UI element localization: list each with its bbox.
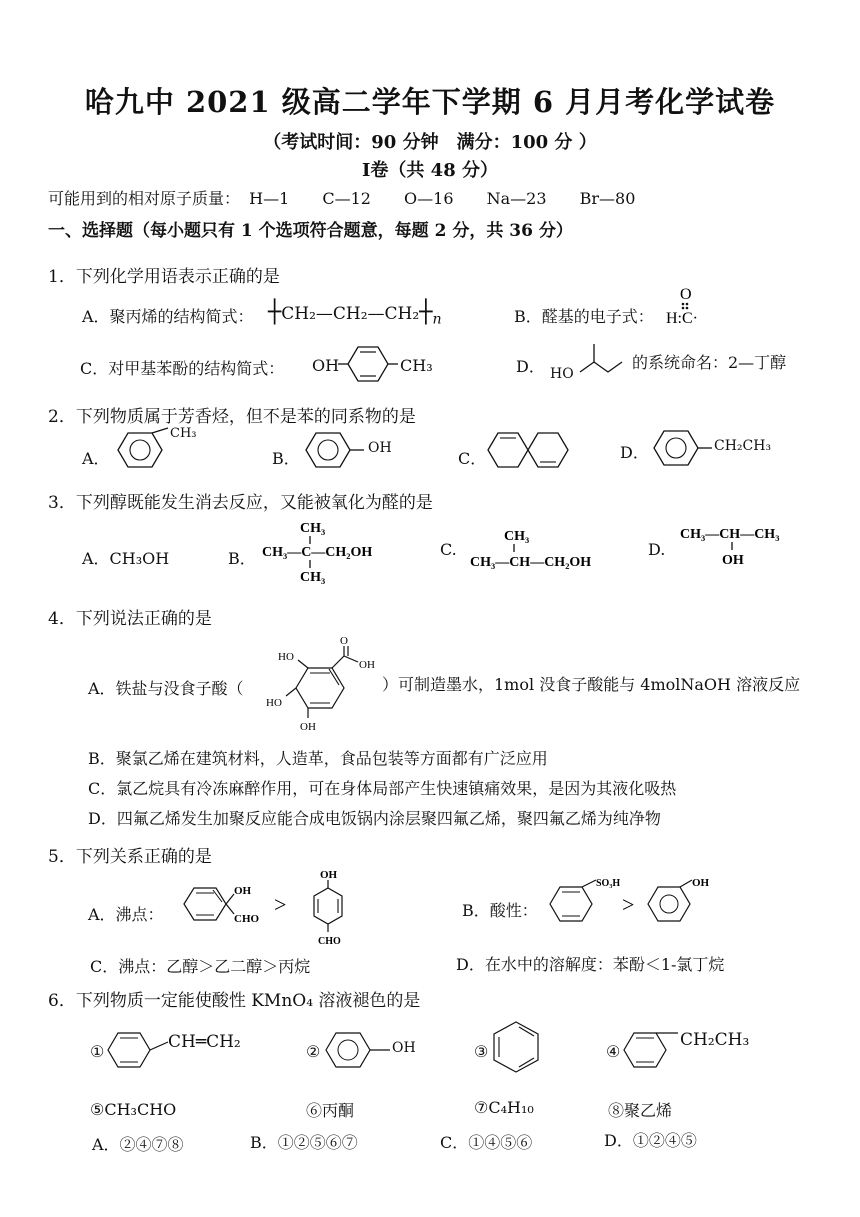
svg-text:SO₃H: SO₃H <box>596 878 621 889</box>
svg-text:CH₃: CH₃ <box>300 521 326 536</box>
q3-c-structure <box>470 526 600 576</box>
svg-text:>: > <box>622 892 635 917</box>
q1-d-name: 的系统命名：2—丁醇 <box>632 353 787 372</box>
exam-subtitle: （考试时间：90 分钟 满分：100 分 ） <box>263 132 597 153</box>
q2-stem: 2．下列物质属于芳香烃，但不是苯的同系物的是 <box>48 407 416 427</box>
q1-option-c: C．对甲基苯酚的结构简式： <box>80 359 285 378</box>
svg-text:OH: OH <box>722 553 744 568</box>
svg-text:>: > <box>274 892 287 917</box>
q6-option-d: D．①②④⑤ <box>604 1131 697 1150</box>
q1-a-polymer: $┼CH_2—CH_2—CH_2┼_n$ <box>268 300 442 328</box>
svg-text:HO: HO <box>278 651 294 663</box>
svg-text:HO: HO <box>266 697 282 709</box>
q1-c-oh: OH <box>312 356 340 375</box>
q5-option-b: B．酸性： <box>462 901 538 920</box>
svg-text:OH: OH <box>300 721 316 733</box>
q4-option-d: D．四氟乙烯发生加聚反应能合成电饭锅内涂层聚四氟乙烯，聚四氟乙烯为纯净物 <box>88 809 661 828</box>
q3-option-a: A．CH₃OH <box>82 549 170 568</box>
atomic-mass-c: C—12 <box>322 189 371 208</box>
svg-text:CH₃—CH—CH₂OH: CH₃—CH—CH₂OH <box>470 555 592 570</box>
q3-option-d: D. <box>648 540 666 559</box>
svg-text:CH₃—C—CH₂OH: CH₃—C—CH₂OH <box>262 545 373 560</box>
svg-text:CH₃—CH—CH₃: CH₃—CH—CH₃ <box>680 527 780 542</box>
q6-phenol-icon <box>322 1026 392 1074</box>
q1-option-d: D． <box>516 357 545 376</box>
svg-text:CH₃: CH₃ <box>504 529 530 544</box>
gallic-acid-icon <box>262 635 382 733</box>
ethylbenzene-icon <box>650 424 720 472</box>
q2-b-sub: OH <box>368 440 392 456</box>
q1-stem: 1．下列化学用语表示正确的是 <box>48 267 280 287</box>
svg-text:OH: OH <box>692 877 710 889</box>
q6-item-1-sub: CH═CH₂ <box>168 1032 241 1052</box>
q5-option-c: C．沸点：乙醇＞乙二醇＞丙烷 <box>90 957 311 976</box>
q2-d-sub: CH₂CH₃ <box>714 438 772 454</box>
svg-text:OH: OH <box>234 885 252 897</box>
q6-item-1: ① <box>90 1042 105 1061</box>
q4-option-a-post: ）可制造墨水，1mol 没食子酸能与 4molNaOH 溶液反应 <box>382 675 801 694</box>
q2-option-c: C． <box>458 449 487 468</box>
q4-option-b: B．聚氯乙烯在建筑材料，人造革，食品包装等方面都有广泛应用 <box>88 749 548 768</box>
q2-option-b: B． <box>272 449 300 468</box>
atomic-mass-o: O—16 <box>404 189 454 208</box>
q1-option-b: B．醛基的电子式： <box>514 307 654 326</box>
q6-item-2-sub: OH <box>392 1040 416 1056</box>
atomic-mass-br: Br—80 <box>579 189 636 208</box>
q5-option-d: D．在水中的溶解度：苯酚＜1-氯丁烷 <box>456 955 725 974</box>
q1-option-a: A．聚丙烯的结构简式： <box>82 307 254 326</box>
q4-option-a-pre: A．铁盐与没食子酸（ <box>88 679 244 698</box>
q3-stem: 3．下列醇既能发生消去反应，又能被氧化为醛的是 <box>48 493 433 513</box>
q6-item-7: ⑦C₄H₁₀ <box>474 1098 534 1117</box>
q6-option-b: B．①②⑤⑥⑦ <box>250 1133 358 1152</box>
exam-title: 哈九中 2021 级高二学年下学期 6 月月考化学试卷 <box>84 85 776 119</box>
q5-stem: 5．下列关系正确的是 <box>48 847 212 867</box>
svg-text:H:C·: H:C· <box>666 310 698 327</box>
benzene-icon <box>490 1018 546 1078</box>
q5-a-structures <box>178 866 378 946</box>
svg-text:CHO: CHO <box>318 936 341 947</box>
q6-item-4: ④ <box>606 1042 621 1061</box>
q3-option-c: C. <box>440 540 457 559</box>
atomic-masses <box>48 186 663 209</box>
p-cresol-ring-icon <box>338 340 398 388</box>
q6-item-5: ⑤CH₃CHO <box>90 1100 177 1119</box>
q4-stem: 4．下列说法正确的是 <box>48 609 212 629</box>
svg-text:OH: OH <box>359 659 375 671</box>
q1-c-ch3: CH₃ <box>400 356 433 375</box>
part-heading: Ⅰ卷（共 48 分） <box>361 160 498 181</box>
q5-option-a: A．沸点： <box>88 905 164 924</box>
q6-option-c: C．①④⑤⑥ <box>440 1133 533 1152</box>
q3-b-structure <box>262 516 392 586</box>
svg-text:O: O <box>680 286 692 303</box>
atomic-masses-label: 可能用到的相对原子质量： <box>48 189 241 208</box>
q2-a-sub: CH₃ <box>170 426 197 441</box>
atomic-mass-h: H—1 <box>249 189 290 208</box>
styrene-icon <box>106 1024 176 1074</box>
q6-item-8: ⑧聚乙烯 <box>608 1101 673 1120</box>
svg-text:CH₃: CH₃ <box>300 570 326 585</box>
q5-b-structures <box>546 876 746 932</box>
q6-item-6: ⑥丙酮 <box>306 1101 355 1120</box>
toluene-icon <box>112 426 212 474</box>
q2-option-d: D． <box>620 443 649 462</box>
q1-d-ho: HO <box>550 366 574 382</box>
atomic-mass-na: Na—23 <box>486 189 547 208</box>
q3-d-structure <box>680 522 790 572</box>
svg-text:CHO: CHO <box>234 913 260 925</box>
q1-a-formula: CH₂—CH₂—CH₂ <box>281 304 420 324</box>
q6-item-2: ② <box>306 1042 321 1061</box>
aldehyde-electron-formula <box>664 283 714 328</box>
naphthalene-icon <box>486 428 568 472</box>
q6-item-4-sub: CH₂CH₃ <box>680 1030 750 1050</box>
section-heading: 一、选择题（每小题只有 1 个选项符合题意，每题 2 分，共 36 分） <box>48 221 573 241</box>
q3-option-b: B． <box>228 549 256 568</box>
q6-option-a: A．②④⑦⑧ <box>92 1135 184 1154</box>
q6-stem: 6．下列物质一定能使酸性 KMnO₄ 溶液褪色的是 <box>48 991 421 1011</box>
q4-option-c: C．氯乙烷具有冷冻麻醉作用，可在身体局部产生快速镇痛效果，是因为其液化吸热 <box>88 779 677 798</box>
q6-item-3: ③ <box>474 1042 489 1061</box>
q2-option-a: A． <box>82 449 110 468</box>
svg-text:OH: OH <box>320 869 338 881</box>
svg-text:O: O <box>340 635 348 647</box>
